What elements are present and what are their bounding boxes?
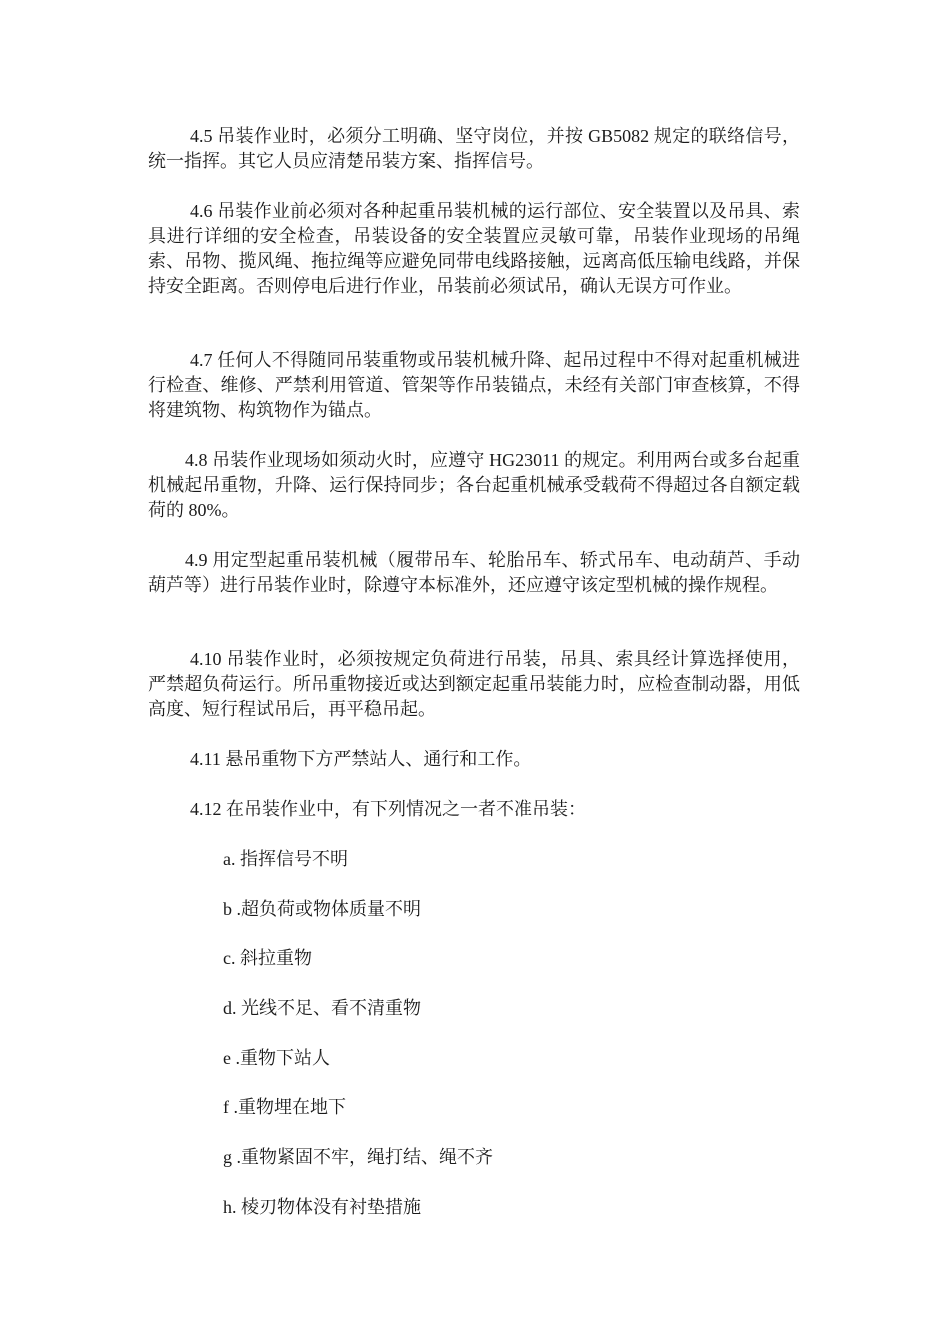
paragraph-4-11: 4.11 悬吊重物下方严禁站人、通行和工作。 (190, 749, 532, 769)
paragraph-4-8: 4.8 吊装作业现场如须动火时，应遵守 HG23011 的规定。利用两台或多台起重机械起吊重物，升降、运行保持同步；各台起重机械承受载荷不得超过各自额定载荷的 80%。 (148, 450, 800, 520)
list-item-g: g .重物紧固不牢，绳打结、绳不齐 (223, 1147, 493, 1167)
paragraph-4-5: 4.5 吊装作业时，必须分工明确、坚守岗位，并按 GB5082 规定的联络信号，统一指挥。其它人员应清楚吊装方案、指挥信号。 (148, 126, 800, 171)
paragraph-4-10: 4.10 吊装作业时，必须按规定负荷进行吊装，吊具、索具经计算选择使用，严禁超负荷运行。所吊重物接近或达到额定起重吊装能力时，应检查制动器，用低高度、短行程试吊后，再平稳吊起。 (148, 649, 800, 719)
list-item-d: d. 光线不足、看不清重物 (223, 998, 421, 1018)
list-item-h: h. 棱刃物体没有衬垫措施 (223, 1197, 421, 1217)
list-item-b: b .超负荷或物体质量不明 (223, 899, 421, 919)
list-item-e: e .重物下站人 (223, 1048, 330, 1068)
paragraph-4-6: 4.6 吊装作业前必须对各种起重吊装机械的运行部位、安全装置以及吊具、索具进行详细的安全检查，吊装设备的安全装置应灵敏可靠，吊装作业现场的吊绳索、吊物、揽风绳、拖拉绳等应避免同带电线路接触，远离高低压输电线路，并保持安全距离。否则停电后进行作业，吊装前必须试吊，确认无误方可作业。 (148, 201, 800, 296)
list-item-c: c. 斜拉重物 (223, 948, 312, 968)
paragraph-4-12: 4.12 在吊装作业中，有下列情况之一者不准吊装： (190, 799, 586, 819)
list-item-a: a. 指挥信号不明 (223, 849, 348, 869)
paragraph-4-9: 4.9 用定型起重吊装机械（履带吊车、轮胎吊车、轿式吊车、电动葫芦、手动葫芦等）进行吊装作业时，除遵守本标准外，还应遵守该定型机械的操作规程。 (148, 550, 800, 595)
list-item-f: f .重物埋在地下 (223, 1097, 346, 1117)
paragraph-4-7: 4.7 任何人不得随同吊装重物或吊装机械升降、起吊过程中不得对起重机械进行检查、维修、严禁利用管道、管架等作吊装锚点，未经有关部门审查核算，不得将建筑物、构筑物作为锚点。 (148, 350, 800, 420)
